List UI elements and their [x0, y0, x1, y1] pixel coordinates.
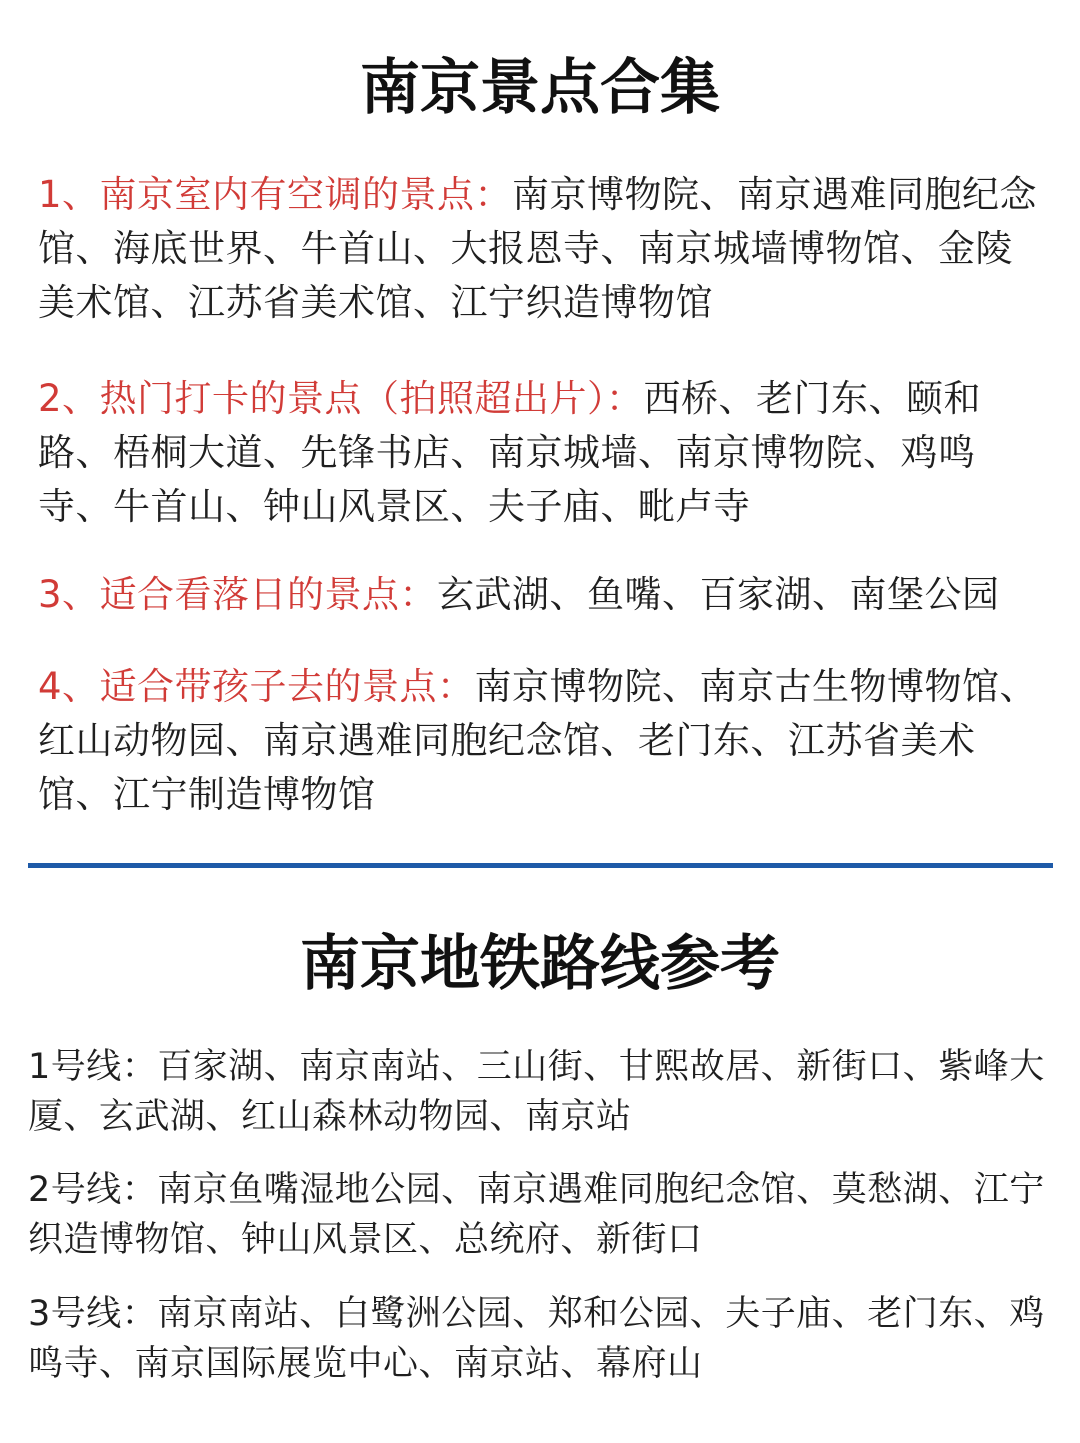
- attraction-item-popular-photo: [38, 372, 1038, 534]
- attraction-label: 4、适合带孩子去的景点：: [38, 665, 475, 708]
- attraction-item-indoor-ac: [38, 168, 1038, 330]
- metro-line-label: 1号线：: [28, 1047, 158, 1087]
- attraction-label: 3、适合看落日的景点：: [38, 573, 438, 616]
- attraction-item-sunset: [38, 568, 1038, 622]
- metro-line-label: 3号线：: [28, 1294, 158, 1334]
- section-divider: [28, 863, 1053, 868]
- attraction-content: 玄武湖、鱼嘴、百家湖、南堡公园: [437, 573, 1000, 616]
- metro-line-2: [28, 1165, 1058, 1265]
- attraction-label: 1、南京室内有空调的景点：: [38, 173, 513, 216]
- metro-title: 南京地铁路线参考: [300, 929, 780, 999]
- metro-line-stops: 南京鱼嘴湿地公园、南京遇难同胞纪念馆、莫愁湖、江宁织造博物馆、钟山风景区、总统府、新街口: [28, 1170, 1045, 1260]
- metro-line-stops: 南京南站、白鹭洲公园、郑和公园、夫子庙、老门东、鸡鸣寺、南京国际展览中心、南京站、幕府山: [28, 1294, 1045, 1384]
- metro-line-label: 2号线：: [28, 1170, 158, 1210]
- metro-line-stops: 百家湖、南京南站、三山街、甘熙故居、新街口、紫峰大厦、玄武湖、红山森林动物园、南京站: [28, 1047, 1045, 1137]
- attraction-label: 2、热门打卡的景点（拍照超出片）：: [38, 377, 644, 420]
- metro-line-1: [28, 1042, 1058, 1142]
- attraction-item-with-kids: [38, 660, 1038, 822]
- attraction-content: 南京博物院、南京遇难同胞纪念馆、海底世界、牛首山、大报恩寺、南京城墙博物馆、金陵美术馆、江苏省美术馆、江宁织造博物馆: [38, 173, 1038, 324]
- metro-line-3: [28, 1289, 1058, 1389]
- attractions-title: 南京景点合集: [360, 53, 720, 123]
- attraction-content: 南京博物院、南京古生物博物馆、红山动物园、南京遇难同胞纪念馆、老门东、江苏省美术馆、江宁制造博物馆: [38, 665, 1038, 816]
- attraction-content: 西桥、老门东、颐和路、梧桐大道、先锋书店、南京城墙、南京博物院、鸡鸣寺、牛首山、钟山风景区、夫子庙、毗卢寺: [38, 377, 982, 528]
